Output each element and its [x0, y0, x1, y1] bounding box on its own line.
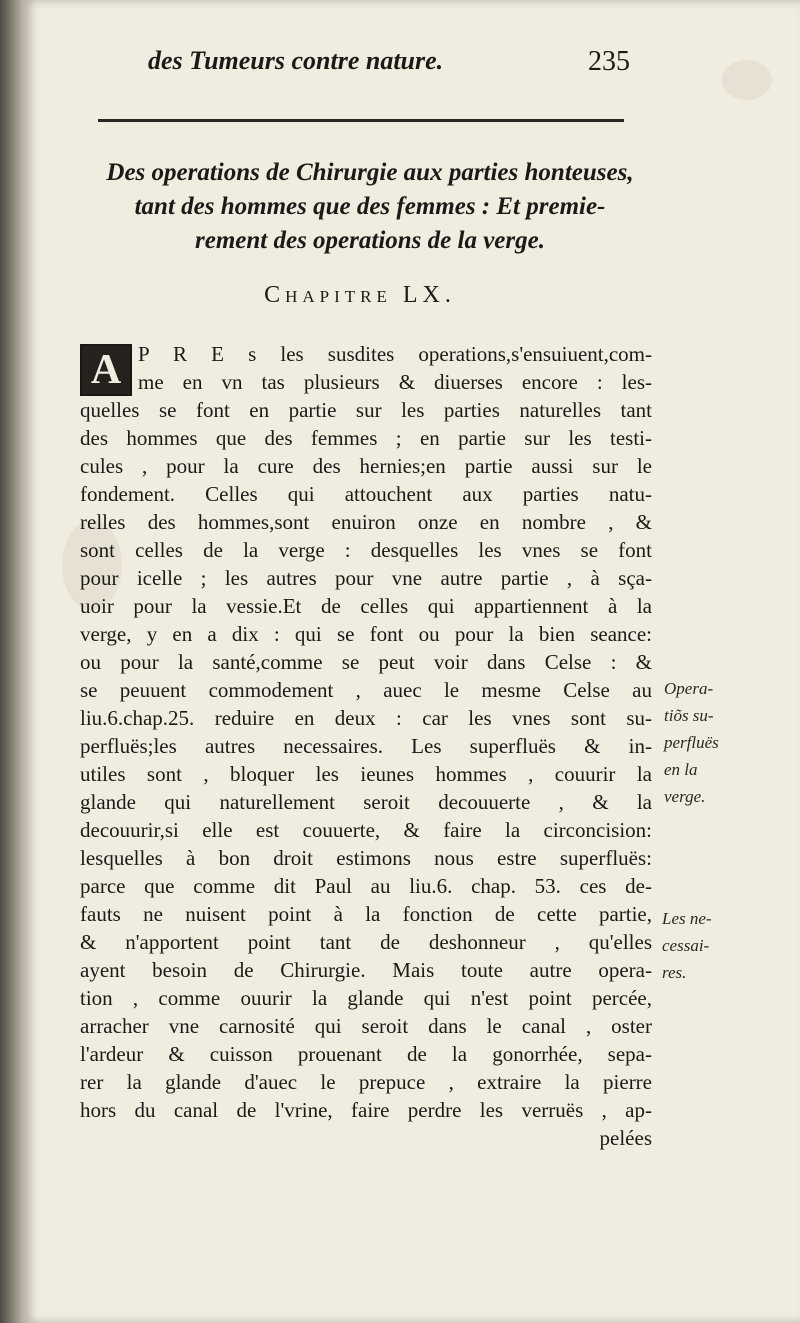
book-gutter [0, 0, 22, 1323]
body-line: cules , pour la cure des hernies;en partie aussi sur le [80, 454, 652, 478]
body-line: verge, y en a dix : qui se font ou pour la bien seance: [80, 622, 652, 646]
page-number: 235 [588, 46, 630, 77]
margin-note-line: Les ne- [662, 909, 712, 928]
body-line: fondement. Celles qui attouchent aux parties natu- [80, 482, 652, 506]
running-head [148, 46, 648, 86]
margin-note-line: tiõs su- [664, 706, 714, 725]
margin-note-line: perfluës [664, 733, 719, 752]
body-line: ayent besoin de Chirurgie. Mais toute autre opera- [80, 958, 652, 982]
body-line: liu.6.chap.25. reduire en deux : car les vnes sont su- [80, 706, 652, 730]
body-line: lesquelles à bon droit estimons nous estre superfluës: [80, 846, 652, 870]
body-line: se peuuent commodement , auec le mesme Celse au [80, 678, 652, 702]
body-line: l'ardeur & cuisson prouenant de la gonorrhée, sepa- [80, 1042, 652, 1066]
body-line: P R E s les susdites operations,s'ensuiuent,com- [138, 342, 652, 366]
body-line: me en vn tas plusieurs & diuerses encore : les- [138, 370, 652, 394]
chapter-heading-line: Des operations de Chirurgie aux parties honteuses, [106, 159, 634, 186]
margin-note [664, 675, 719, 810]
body-line: arracher vne carnosité qui seroit dans le canal , oster [80, 1014, 652, 1038]
body-line: glande qui naturellement seroit decouuerte , & la [80, 790, 652, 814]
body-line: quelles se font en partie sur les parties naturelles tant [80, 398, 652, 422]
body-line: & n'apportent point tant de deshonneur , qu'elles [80, 930, 652, 954]
body-line: tion , comme ouurir la glande qui n'est point percée, [80, 986, 652, 1010]
margin-note-line: Opera- [664, 679, 714, 698]
margin-note-line: cessai- [662, 936, 710, 955]
body-line: rer la glande d'auec le prepuce , extraire la pierre [80, 1070, 652, 1094]
body-line: utiles sont , bloquer les ieunes hommes , couurir la [80, 762, 652, 786]
body-line: relles des hommes,sont enuiron onze en nombre , & [80, 510, 652, 534]
margin-note-line: verge. [664, 787, 706, 806]
body-line: pelées [599, 1126, 652, 1150]
body-line: fauts ne nuisent point à la fonction de cette partie, [80, 902, 652, 926]
margin-note-line: res. [662, 963, 687, 982]
head-rule [98, 119, 624, 122]
body-line: pour icelle ; les autres pour vne autre partie , à sça- [80, 566, 652, 590]
chapter-heading-line: rement des operations de la verge. [195, 227, 545, 254]
body-line: ou pour la santé,comme se peut voir dans Celse : & [80, 650, 652, 674]
body-line: sont celles de la verge : desquelles les vnes se font [80, 538, 652, 562]
body-text [80, 340, 652, 1152]
body-line: perfluës;les autres necessaires. Les superfluës & in- [80, 734, 652, 758]
paper-stain [722, 60, 772, 100]
decorated-initial: A [80, 344, 132, 396]
running-title: des Tumeurs contre nature. [148, 46, 444, 75]
body-line: uoir pour la vessie.Et de celles qui appartiennent à la [80, 594, 652, 618]
body-line: decouurir,si elle est couuerte, & faire la circoncision: [80, 818, 652, 842]
body-line: des hommes que des femmes ; en partie sur les testi- [80, 426, 652, 450]
chapter-heading [60, 156, 680, 258]
margin-note-line: en la [664, 760, 698, 779]
chapter-number: Chapitre LX. [264, 282, 456, 308]
body-line: hors du canal de l'vrine, faire perdre les verruës , ap- [80, 1098, 652, 1122]
chapter-heading-line: tant des hommes que des femmes : Et premie- [134, 193, 606, 220]
body-line: parce que comme dit Paul au liu.6. chap. 53. ces de- [80, 874, 652, 898]
margin-note [662, 905, 712, 986]
